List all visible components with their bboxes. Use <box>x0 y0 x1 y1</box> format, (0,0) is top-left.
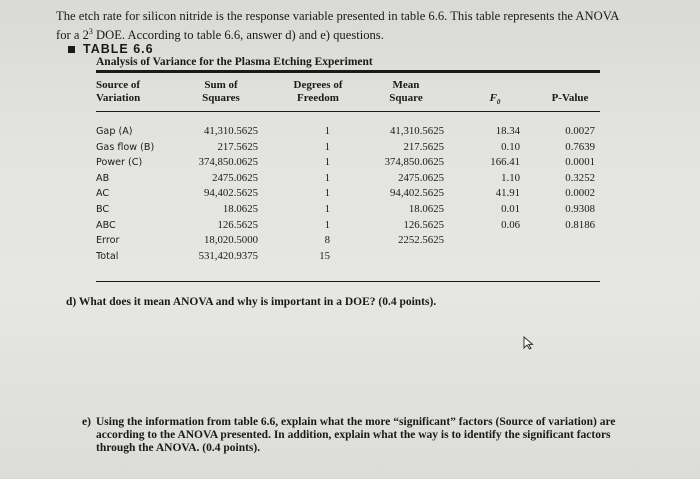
cell-df: 1 <box>324 218 330 231</box>
header-df-line-2: Freedom <box>297 92 339 104</box>
cell-fo: 0.06 <box>501 218 520 231</box>
cell-source: Total <box>96 250 119 262</box>
table-top-rule <box>96 70 600 73</box>
cell-ms: 374,850.0625 <box>384 156 444 169</box>
cell-fo: 0.10 <box>501 140 520 153</box>
table-caption: Analysis of Variance for the Plasma Etching Experiment <box>96 56 373 68</box>
question-e-line-3: through the ANOVA. (0.4 points). <box>96 442 261 454</box>
header-source-line-2: Variation <box>96 92 141 104</box>
header-source <box>96 79 186 105</box>
header-source-line-1: Source of <box>96 79 141 91</box>
cell-ms: 18.0625 <box>408 203 444 215</box>
cell-pv: 0.0027 <box>565 125 595 137</box>
cell-ss: 126.5625 <box>217 218 258 231</box>
cell-ss: 217.5625 <box>217 140 258 153</box>
cell-pv: 0.8186 <box>565 218 595 231</box>
cell-pv: 0.3252 <box>565 171 595 184</box>
bullet-square-icon <box>68 46 75 53</box>
intro-exponent: 3 <box>88 27 93 36</box>
cell-source: BC <box>96 204 110 215</box>
header-degrees-of-freedom <box>280 79 356 105</box>
header-ss-line-1: Sum of <box>204 79 238 91</box>
cell-ms: 217.5625 <box>403 140 444 153</box>
cell-source: Gap (A) <box>96 126 133 137</box>
cell-ss: 94,402.5625 <box>204 187 258 200</box>
header-p-value: P-Value <box>551 92 589 104</box>
cell-pv: 0.9308 <box>565 203 595 215</box>
table-label-text: TABLE 6.6 <box>83 42 154 56</box>
cell-df: 1 <box>324 156 330 169</box>
header-bottom-rule <box>96 111 600 112</box>
question-e-label: e) <box>82 416 91 428</box>
cell-ms: 126.5625 <box>403 218 444 231</box>
header-ss-line-2: Squares <box>202 92 240 104</box>
header-ms-line-2: Square <box>389 92 423 104</box>
cell-source: ABC <box>96 219 116 231</box>
cell-source: Power (C) <box>96 157 143 169</box>
cell-ss: 41,310.5625 <box>204 125 258 137</box>
cell-source: AB <box>96 172 110 184</box>
cell-ss: 18,020.5000 <box>204 234 258 247</box>
header-df-line-1: Degrees of <box>293 79 343 91</box>
question-e <box>82 416 656 455</box>
question-e-line-1: Using the information from table 6.6, explain what the more “significant” factors (Source of variation) are <box>96 416 616 428</box>
cell-df: 8 <box>324 234 330 247</box>
cell-source: Error <box>96 235 120 247</box>
cell-df: 1 <box>324 187 330 200</box>
header-f0-letter: F <box>489 92 497 104</box>
intro-text <box>56 9 656 43</box>
intro-line-2-prefix: for a 2 <box>56 28 89 43</box>
header-f0-subscript: 0 <box>496 98 501 107</box>
question-e-line-2: according to the ANOVA presented. In addition, explain what the way is to identify the significant factors <box>96 429 611 441</box>
cell-fo: 166.41 <box>490 156 520 169</box>
cell-pv: 0.0001 <box>565 156 595 169</box>
header-f0 <box>480 92 510 109</box>
cell-ms: 2475.0625 <box>398 171 444 184</box>
question-d: d) What does it mean ANOVA and why is important in a DOE? (0.4 points). <box>66 296 437 308</box>
cell-ss: 374,850.0625 <box>198 156 258 169</box>
cell-fo: 0.01 <box>501 203 520 215</box>
cell-df: 1 <box>324 125 330 137</box>
mouse-cursor-icon <box>522 336 536 350</box>
intro-line-2-suffix: DOE. According to table 6.6, answer d) and e) questions. <box>92 28 384 43</box>
cell-pv: 0.0002 <box>565 187 595 200</box>
cell-source: AC <box>96 188 110 200</box>
cell-ms: 41,310.5625 <box>390 125 444 137</box>
intro-line-2 <box>56 24 656 43</box>
cell-df: 1 <box>324 203 330 215</box>
cell-ms: 2252.5625 <box>398 234 444 247</box>
cell-df: 1 <box>324 140 330 153</box>
header-sum-of-squares <box>184 79 258 105</box>
cell-df: 15 <box>319 249 330 262</box>
cell-ss: 2475.0625 <box>212 171 258 184</box>
header-ms-line-1: Mean <box>392 79 420 91</box>
cell-ss: 531,420.9375 <box>198 249 258 262</box>
intro-line-1: The etch rate for silicon nitride is the response variable presented in table 6.6. This table represents the ANOVA <box>56 9 620 23</box>
header-mean-square <box>368 79 444 105</box>
cell-fo: 41.91 <box>495 187 520 200</box>
cell-pv: 0.7639 <box>565 140 595 153</box>
cell-ss: 18.0625 <box>222 203 258 215</box>
table-bottom-rule <box>96 281 600 282</box>
cell-fo: 1.10 <box>501 171 520 184</box>
table-label <box>68 42 154 56</box>
cell-fo: 18.34 <box>495 125 520 137</box>
cell-df: 1 <box>324 171 330 184</box>
cell-ms: 94,402.5625 <box>390 187 444 200</box>
cell-source: Gas flow (B) <box>96 141 155 153</box>
